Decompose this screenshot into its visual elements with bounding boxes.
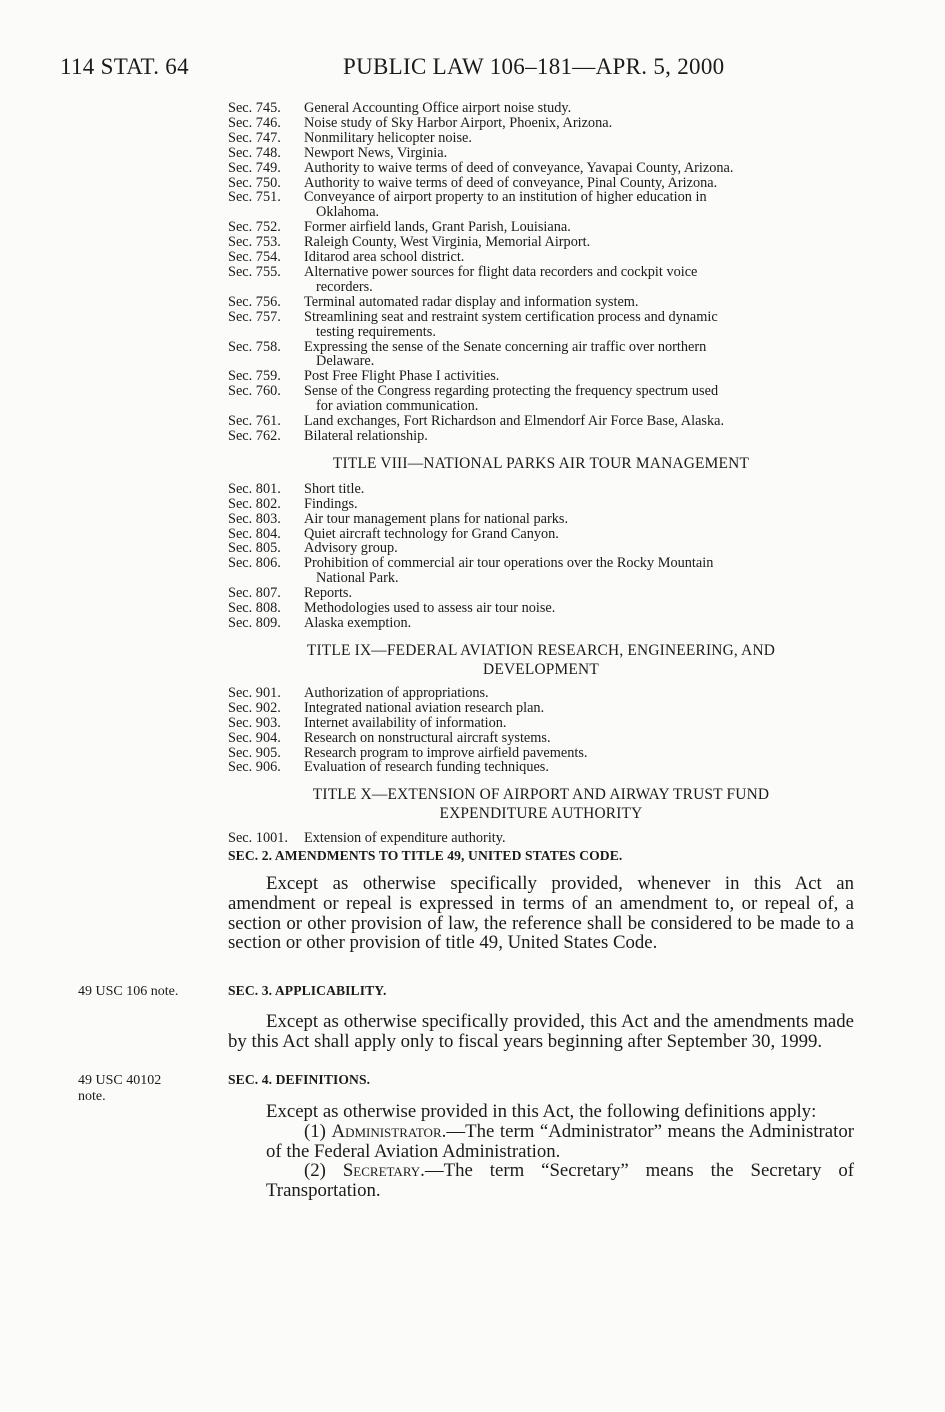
toc-entry-title-text: Authorization of appropriations. [304,684,489,701]
toc-entry-number: Sec. 756. [228,293,281,310]
toc-entry-title-text: Integrated national aviation research plan. [304,699,545,716]
toc-entry-title-text: Noise study of Sky Harbor Airport, Phoenix, Arizona. [304,114,613,131]
toc-entry-number: Sec. 802. [228,495,281,512]
toc-entry-title-text: Post Free Flight Phase I activities. [304,368,500,385]
toc-entry-title-text: Extension of expenditure authority. [304,830,506,847]
toc-entry-number: Sec. 901. [228,684,281,701]
toc-entry-title [304,131,854,146]
toc-entry [228,384,854,414]
table-of-contents [228,101,854,846]
toc-entry [228,310,854,340]
toc-title8-list [228,482,854,631]
toc-entry-title [304,731,854,746]
section-3-heading: SEC. 3. APPLICABILITY. [228,983,387,998]
toc-entry-number: Sec. 754. [228,249,281,266]
toc-entry-title [304,310,854,340]
title8-heading: TITLE VIII—NATIONAL PARKS AIR TOUR MANAGEMENT [332,454,750,472]
toc-entry-title [304,414,854,429]
toc-entry-title [304,482,854,497]
toc-entry-title-text: Alternative power sources for flight data recorders and cockpit voice [304,263,698,280]
definition-secretary [228,1161,854,1201]
toc-entry [228,190,854,220]
toc-entry-title [304,250,854,265]
toc-entry-title [304,369,854,384]
toc-entry-number: Sec. 803. [228,510,281,527]
title9-heading [228,641,854,679]
toc-entry-title-text: Conveyance of airport property to an institution of higher education in [304,189,707,206]
toc-entry-title [304,556,854,586]
section-4-heading: SEC. 4. DEFINITIONS. [228,1072,371,1087]
toc-entry-number: Sec. 749. [228,159,281,176]
toc-entry-title-continued: National Park. [316,570,399,587]
toc-entry-number: Sec. 752. [228,219,281,236]
toc-entry-title [304,716,854,731]
toc-title7-list [228,101,854,444]
toc-entry-number: Sec. 755. [228,263,281,280]
toc-entry [228,831,854,846]
toc-entry [228,429,854,444]
toc-entry-title-continued: Delaware. [316,353,375,370]
toc-title10-list [228,831,854,846]
toc-entry [228,414,854,429]
definition-administrator [228,1122,854,1162]
toc-entry [228,716,854,731]
toc-entry-title [304,176,854,191]
toc-entry [228,116,854,131]
toc-entry-title-continued: Oklahoma. [316,204,380,221]
toc-entry-title-text: Alaska exemption. [304,615,412,631]
definition-1-text: —The term “Administrator” means the Administrator of the Federal Aviation Administration. [266,1120,854,1162]
toc-entry-title [304,512,854,527]
toc-entry-number: Sec. 806. [228,555,281,572]
toc-entry-title-text: Authority to waive terms of deed of conveyance, Pinal County, Arizona. [304,174,718,191]
toc-entry-number: Sec. 904. [228,729,281,746]
title9-heading-line2: DEVELOPMENT [483,660,599,678]
toc-entry [228,295,854,310]
toc-entry [228,161,854,176]
toc-entry-title-text: Newport News, Virginia. [304,144,448,161]
toc-entry-number: Sec. 807. [228,585,281,602]
definition-2-term: Secretary. [342,1160,425,1182]
toc-entry-title [304,384,854,414]
page-header [60,54,860,84]
toc-entry-number: Sec. 760. [228,383,281,400]
definition-1-term: Administrator. [331,1120,447,1142]
toc-entry [228,482,854,497]
law-title: PUBLIC LAW 106–181—APR. 5, 2000 [343,54,725,79]
toc-entry-title [304,220,854,235]
toc-entry [228,369,854,384]
toc-entry-title [304,831,854,846]
toc-entry [228,760,854,775]
toc-entry-title-text: Advisory group. [304,540,398,557]
toc-entry [228,686,854,701]
toc-entry-title [304,760,854,775]
toc-entry-title-text: Prohibition of commercial air tour operations over the Rocky Mountain [304,555,714,572]
toc-entry [228,701,854,716]
toc-entry-title [304,295,854,310]
toc-entry-number: Sec. 747. [228,129,281,146]
toc-entry [228,586,854,601]
toc-entry-number: Sec. 808. [228,600,281,617]
toc-entry-title-text: Quiet aircraft technology for Grand Canyon. [304,525,559,542]
section-2 [228,848,854,953]
toc-entry [228,235,854,250]
toc-entry-title [304,146,854,161]
title10-heading [228,785,854,823]
toc-entry-title [304,601,854,616]
toc-entry-title [304,527,854,542]
toc-entry-number: Sec. 903. [228,714,281,731]
toc-entry-title-text: Streamlining seat and restraint system certification process and dynamic [304,308,718,325]
toc-entry-title [304,616,854,631]
section-3 [228,983,854,1052]
toc-entry [228,616,854,631]
toc-entry-title-continued: testing requirements. [316,323,436,340]
toc-entry-title-text: Expressing the sense of the Senate concerning air traffic over northern [304,338,707,355]
toc-entry-number: Sec. 758. [228,338,281,355]
page-number: 114 STAT. 64 [60,54,189,79]
toc-entry-title-continued: recorders. [316,278,373,295]
toc-entry-number: Sec. 902. [228,699,281,716]
definition-2-text: —The term “Secretary” means the Secretary of Transportation. [266,1160,854,1202]
section-2-heading: SEC. 2. AMENDMENTS TO TITLE 49, UNITED STATES CODE. [228,848,623,863]
toc-entry-title-text: Research on nonstructural aircraft systems. [304,729,551,746]
toc-entry-title [304,497,854,512]
toc-entry-title [304,429,854,444]
definition-2-number: (2) [304,1160,326,1182]
title10-heading-line2: EXPENDITURE AUTHORITY [439,805,643,823]
toc-entry-title-text: Findings. [304,495,358,512]
toc-entry [228,541,854,556]
margin-note-sec4 [78,1073,208,1105]
section-3-body: Except as otherwise specifically provided, this Act and the amendments made by this Act shall apply only to fiscal years beginning after September 30, 1999. [228,1011,854,1052]
toc-entry-title [304,265,854,295]
section-4 [228,1072,854,1201]
toc-entry [228,131,854,146]
title10-heading-line1: TITLE X—EXTENSION OF AIRPORT AND AIRWAY TRUST FUND [312,786,770,804]
toc-entry-number: Sec. 906. [228,759,281,776]
toc-entry-title-text: Authority to waive terms of deed of conveyance, Yavapai County, Arizona. [304,159,734,176]
section-2-body: Except as otherwise specifically provided, whenever in this Act an amendment or repeal is expressed in terms of an amendment to, or repeal of, a section or other provision of law, the reference shall be considered to be made to a section or other provision of title 49, United States Code. [228,873,854,954]
toc-entry-title-text: Internet availability of information. [304,714,507,731]
toc-entry-number: Sec. 759. [228,368,281,385]
toc-entry-title-text: Research program to improve airfield pavements. [304,744,588,761]
toc-entry-title [304,101,854,116]
title9-heading-line1: TITLE IX—FEDERAL AVIATION RESEARCH, ENGINEERING, AND [306,641,776,659]
toc-entry-title-text: Raleigh County, West Virginia, Memorial Airport. [304,234,591,251]
toc-entry-number: Sec. 745. [228,100,281,116]
toc-entry-number: Sec. 753. [228,234,281,251]
toc-entry-title [304,686,854,701]
toc-entry-number: Sec. 748. [228,144,281,161]
toc-entry-number: Sec. 804. [228,525,281,542]
toc-entry-number: Sec. 801. [228,480,281,497]
toc-entry [228,731,854,746]
toc-title9-list [228,686,854,775]
toc-entry-title-text: Iditarod area school district. [304,249,465,266]
toc-entry-title [304,116,854,131]
toc-entry [228,220,854,235]
toc-entry-title-continued: for aviation communication. [316,398,479,415]
toc-entry-title [304,161,854,176]
toc-entry [228,146,854,161]
toc-entry-number: Sec. 761. [228,413,281,430]
margin-note-sec4-line2: note. [78,1089,106,1104]
margin-note-sec4-line1: 49 USC 40102 [78,1073,162,1088]
toc-entry [228,556,854,586]
toc-entry-title [304,746,854,761]
toc-entry-title [304,235,854,250]
toc-entry-number: Sec. 762. [228,427,281,444]
section-4-intro: Except as otherwise provided in this Act, the following definitions apply: [266,1101,817,1122]
toc-entry-title-text: Reports. [304,585,353,602]
toc-entry-title-text: Evaluation of research funding techniques. [304,759,549,776]
toc-entry [228,176,854,191]
toc-entry-title [304,586,854,601]
toc-entry-number: Sec. 1001. [228,830,288,847]
toc-entry [228,340,854,370]
toc-entry [228,527,854,542]
toc-entry [228,497,854,512]
toc-entry-title-text: Former airfield lands, Grant Parish, Louisiana. [304,219,571,236]
toc-entry-title [304,541,854,556]
toc-entry [228,512,854,527]
toc-entry-title-text: Nonmilitary helicopter noise. [304,129,472,146]
definition-1-number: (1) [304,1120,326,1142]
toc-entry-title-text: Bilateral relationship. [304,427,428,444]
toc-entry-number: Sec. 750. [228,174,281,191]
toc-entry-number: Sec. 757. [228,308,281,325]
toc-entry [228,250,854,265]
toc-entry-title-text: General Accounting Office airport noise study. [304,100,572,116]
toc-entry-title-text: Short title. [304,480,365,497]
toc-entry-title-text: Air tour management plans for national parks. [304,510,569,527]
toc-entry-title [304,701,854,716]
margin-note-sec3: 49 USC 106 note. [78,984,179,999]
toc-entry-title-text: Land exchanges, Fort Richardson and Elmendorf Air Force Base, Alaska. [304,413,725,430]
toc-entry-title-text: Terminal automated radar display and information system. [304,293,639,310]
toc-entry-title [304,340,854,370]
toc-entry [228,746,854,761]
toc-entry-title [304,190,854,220]
toc-entry-title-text: Sense of the Congress regarding protecting the frequency spectrum used [304,383,719,400]
toc-entry [228,601,854,616]
toc-entry-title-text: Methodologies used to assess air tour noise. [304,600,556,617]
toc-entry-number: Sec. 746. [228,114,281,131]
toc-entry-number: Sec. 805. [228,540,281,557]
toc-entry-number: Sec. 905. [228,744,281,761]
toc-entry-number: Sec. 809. [228,615,281,631]
toc-entry [228,101,854,116]
toc-entry-number: Sec. 751. [228,189,281,206]
toc-entry [228,265,854,295]
